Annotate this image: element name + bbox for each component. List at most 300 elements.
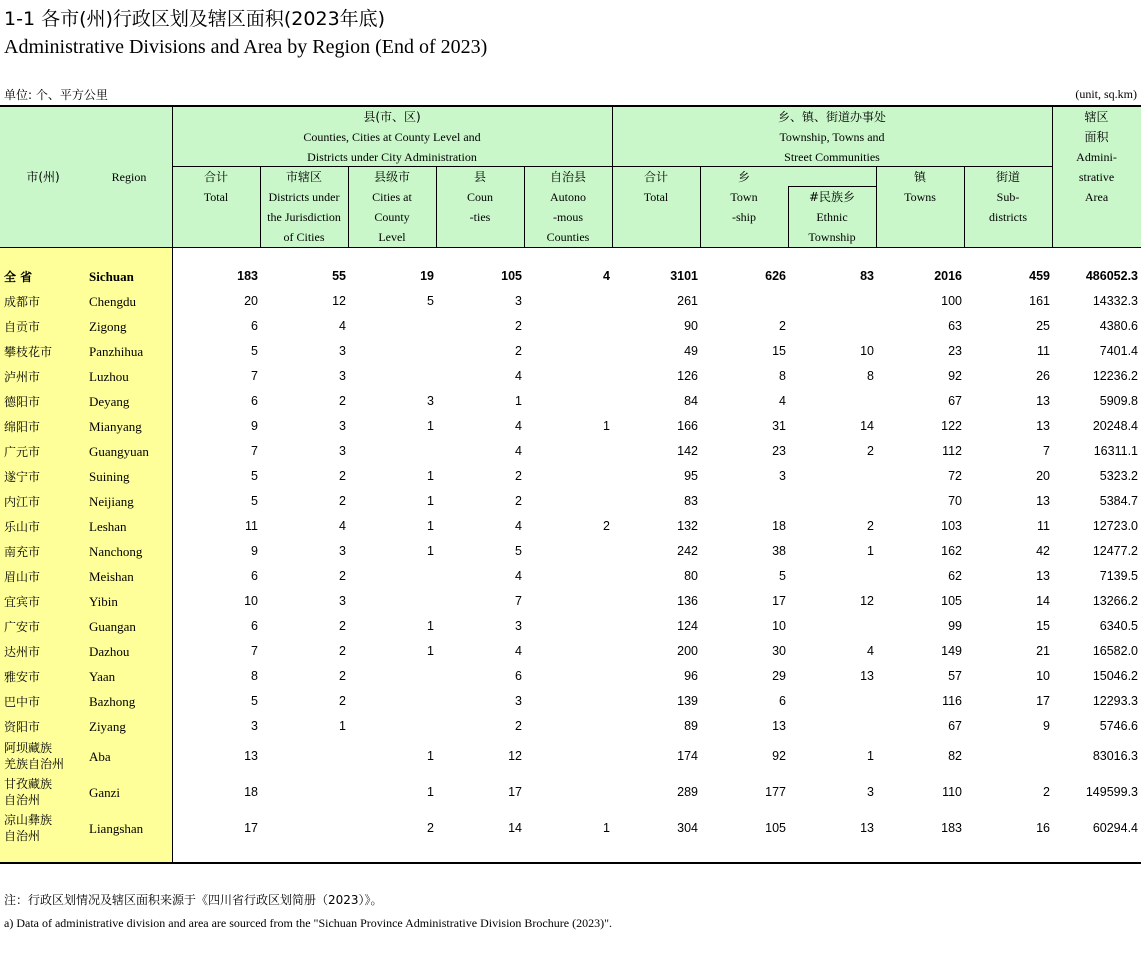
table-cell: 38 xyxy=(772,544,786,558)
table-cell: 70 xyxy=(948,494,962,508)
table-cell: 2 xyxy=(867,519,874,533)
table-cell: 2 xyxy=(515,469,522,483)
table-row xyxy=(0,568,1141,586)
table-cell: 31 xyxy=(772,419,786,433)
region-name-en: Mianyang xyxy=(89,419,142,434)
table-cell: 100 xyxy=(941,294,962,308)
table-cell: 2 xyxy=(515,719,522,733)
region-name-en: Yaan xyxy=(89,669,116,684)
header-c-auto-en2: -mous xyxy=(553,210,583,224)
table-cell: 2 xyxy=(339,619,346,633)
table-cell: 4 xyxy=(867,644,874,658)
table-cell: 183 xyxy=(941,821,962,835)
table-cell: 12293.3 xyxy=(1092,694,1138,708)
table-cell: 139 xyxy=(677,694,698,708)
unit-chinese: 单位: 个、平方公里 xyxy=(4,88,108,102)
table-cell: 142 xyxy=(677,444,698,458)
table-cell: 1 xyxy=(515,394,522,408)
table-cell: 7139.5 xyxy=(1099,569,1138,583)
table-cell: 1 xyxy=(427,749,434,763)
table-cell: 15 xyxy=(772,344,786,358)
table-cell: 5746.6 xyxy=(1099,719,1138,733)
table-cell: 5 xyxy=(779,569,786,583)
table-cell: 4 xyxy=(339,519,346,533)
table-cell: 304 xyxy=(677,821,698,835)
region-name-cn: 阿坝藏族 羌族自治州 xyxy=(4,741,65,771)
table-cell: 1 xyxy=(427,544,434,558)
table-cell: 11 xyxy=(1037,519,1050,533)
table-cell: 1 xyxy=(603,419,610,433)
table-cell: 63 xyxy=(948,319,962,333)
table-cell: 83016.3 xyxy=(1092,749,1138,763)
table-cell: 20248.4 xyxy=(1092,419,1138,433)
table-cell: 92 xyxy=(772,749,786,763)
header-area-cn1: 辖区 xyxy=(1084,110,1109,124)
table-cell: 13 xyxy=(1036,569,1050,583)
region-name-cn: 资阳市 xyxy=(4,720,41,734)
table-cell: 8 xyxy=(779,369,786,383)
title-chinese: 1-1 各市(州)行政区划及辖区面积(2023年底) xyxy=(4,8,386,30)
region-name-cn: 全 省 xyxy=(4,270,33,284)
header-c-city-cn: 县级市 xyxy=(373,170,410,184)
table-cell: 23 xyxy=(772,444,786,458)
header-t-total-cn: 合计 xyxy=(643,170,668,184)
table-cell: 8 xyxy=(251,669,258,683)
region-name-cn: 德阳市 xyxy=(4,395,41,409)
table-cell: 149 xyxy=(941,644,962,658)
table-cell: 3 xyxy=(339,444,346,458)
table-cell: 8 xyxy=(867,369,874,383)
table-cell: 1 xyxy=(603,821,610,835)
table-cell: 99 xyxy=(948,619,962,633)
table-cell: 14332.3 xyxy=(1092,294,1138,308)
table-cell: 2 xyxy=(339,569,346,583)
table-row xyxy=(0,468,1141,486)
table-cell: 12723.0 xyxy=(1092,519,1138,533)
table-cell: 67 xyxy=(948,394,962,408)
table-cell: 13266.2 xyxy=(1092,594,1138,608)
table-cell: 1 xyxy=(867,749,874,763)
table-cell: 12 xyxy=(508,749,522,763)
header-c-cty-en1: Coun xyxy=(466,190,493,204)
table-cell: 49 xyxy=(684,344,698,358)
region-name-en: Dazhou xyxy=(89,644,130,659)
table-cell: 7 xyxy=(251,644,258,658)
table-cell: 2 xyxy=(427,821,434,835)
table-cell: 3 xyxy=(515,294,522,308)
table-cell: 11 xyxy=(1037,344,1050,358)
region-name-cn: 凉山彝族 自治州 xyxy=(4,813,53,843)
table-cell: 9 xyxy=(1043,719,1050,733)
table-cell: 136 xyxy=(677,594,698,608)
region-name-en: Suining xyxy=(89,469,130,484)
table-cell: 9 xyxy=(251,544,258,558)
table-row xyxy=(0,776,1141,810)
header-t-towns-cn: 镇 xyxy=(913,170,926,184)
table-cell: 2 xyxy=(339,669,346,683)
region-name-en: Aba xyxy=(89,749,111,764)
table-cell: 3 xyxy=(339,544,346,558)
table-cell: 7 xyxy=(1043,444,1050,458)
table-cell: 14 xyxy=(508,821,522,835)
table-cell: 13 xyxy=(860,821,874,835)
table-cell: 26 xyxy=(1036,369,1050,383)
region-name-en: Guangyuan xyxy=(89,444,149,459)
table-cell: 4 xyxy=(515,369,522,383)
region-name-cn: 遂宁市 xyxy=(4,470,41,484)
table-cell: 7 xyxy=(251,369,258,383)
table-cell: 67 xyxy=(948,719,962,733)
table-cell: 3 xyxy=(339,594,346,608)
table-cell: 6 xyxy=(251,394,258,408)
table-cell: 149599.3 xyxy=(1085,785,1138,799)
table-row xyxy=(0,668,1141,686)
title-english: Administrative Divisions and Area by Region (End of 2023) xyxy=(4,36,488,58)
table-cell: 80 xyxy=(684,569,698,583)
table-cell: 17 xyxy=(244,821,258,835)
table-cell: 6 xyxy=(251,569,258,583)
table-row xyxy=(0,343,1141,361)
table-cell: 2 xyxy=(867,444,874,458)
region-name-cn: 巴中市 xyxy=(4,695,41,709)
table-cell: 2 xyxy=(779,319,786,333)
header-town-group-en2: Street Communities xyxy=(784,150,880,164)
table-cell: 17 xyxy=(1036,694,1050,708)
header-c-city-en2: County xyxy=(374,210,410,224)
table-cell: 3101 xyxy=(670,269,698,283)
table-cell: 20 xyxy=(1036,469,1050,483)
table-row xyxy=(0,718,1141,736)
region-name-cn: 雅安市 xyxy=(4,670,41,684)
table-row xyxy=(0,368,1141,386)
header-c-city-en3: Level xyxy=(378,230,406,244)
header-area-cn2: 面积 xyxy=(1084,130,1109,144)
table-cell: 14 xyxy=(860,419,874,433)
table-cell: 21 xyxy=(1036,644,1050,658)
table-cell: 1 xyxy=(427,494,434,508)
table-cell: 3 xyxy=(779,469,786,483)
region-name-cn: 眉山市 xyxy=(4,570,41,584)
table-cell: 4 xyxy=(515,644,522,658)
table-cell: 459 xyxy=(1029,269,1050,283)
header-county-group-en2: Districts under City Administration xyxy=(307,150,477,164)
table-cell: 4 xyxy=(515,444,522,458)
table-row xyxy=(0,593,1141,611)
region-name-en: Liangshan xyxy=(89,821,144,836)
table-cell: 13 xyxy=(244,749,258,763)
table-cell: 17 xyxy=(772,594,786,608)
region-name-en: Ziyang xyxy=(89,719,126,734)
table-cell: 4 xyxy=(603,269,610,283)
table-row xyxy=(0,418,1141,436)
header-t-ship-en1: Town xyxy=(730,190,758,204)
table-cell: 12 xyxy=(332,294,346,308)
header-t-ship-en2: -ship xyxy=(732,210,756,224)
table-cell: 92 xyxy=(948,369,962,383)
table-cell: 183 xyxy=(237,269,258,283)
table-cell: 15 xyxy=(1036,619,1050,633)
table-cell: 62 xyxy=(948,569,962,583)
table-cell: 82 xyxy=(948,749,962,763)
table-cell: 13 xyxy=(1036,494,1050,508)
region-name-en: Meishan xyxy=(89,569,134,584)
table-cell: 4 xyxy=(779,394,786,408)
table-cell: 57 xyxy=(948,669,962,683)
table-cell: 10 xyxy=(772,619,786,633)
table-cell: 7 xyxy=(251,444,258,458)
region-name-cn: 绵阳市 xyxy=(4,420,41,434)
table-cell: 105 xyxy=(941,594,962,608)
table-cell: 1 xyxy=(427,519,434,533)
header-t-eth-cn: #民族乡 xyxy=(808,190,856,204)
table-cell: 15046.2 xyxy=(1092,669,1138,683)
table-cell: 89 xyxy=(684,719,698,733)
table-cell: 3 xyxy=(867,785,874,799)
region-name-cn: 成都市 xyxy=(4,295,41,309)
table-cell: 1 xyxy=(867,544,874,558)
header-t-towns-en: Towns xyxy=(904,190,936,204)
table-row xyxy=(0,693,1141,711)
header-c-auto-en1: Autono xyxy=(550,190,586,204)
table-cell: 3 xyxy=(251,719,258,733)
table-cell: 261 xyxy=(677,294,698,308)
region-name-cn: 攀枝花市 xyxy=(4,345,53,359)
header-t-sub-en2: districts xyxy=(989,210,1027,224)
table-cell: 16 xyxy=(1036,821,1050,835)
table-row xyxy=(0,268,1141,286)
table-cell: 83 xyxy=(860,269,874,283)
table-cell: 3 xyxy=(339,344,346,358)
table-cell: 174 xyxy=(677,749,698,763)
table-cell: 2 xyxy=(515,494,522,508)
header-c-cty-en2: -ties xyxy=(469,210,491,224)
header-town-group-cn: 乡、镇、街道办事处 xyxy=(777,110,886,124)
table-row xyxy=(0,493,1141,511)
table-cell: 486052.3 xyxy=(1085,269,1138,283)
table-cell: 4380.6 xyxy=(1099,319,1138,333)
table-cell: 5384.7 xyxy=(1099,494,1138,508)
header-county-group-cn: 县(市、区) xyxy=(363,110,421,124)
region-name-cn: 达州市 xyxy=(4,645,41,659)
table-cell: 6 xyxy=(779,694,786,708)
table-cell: 13 xyxy=(1036,394,1050,408)
table-cell: 4 xyxy=(515,569,522,583)
unit-english: (unit, sq.km) xyxy=(1075,87,1137,101)
table-cell: 9 xyxy=(251,419,258,433)
header-c-auto-cn: 自治县 xyxy=(549,170,586,184)
region-name-en: Deyang xyxy=(89,394,130,409)
region-name-cn: 甘孜藏族 自治州 xyxy=(4,777,53,807)
table-cell: 5 xyxy=(251,694,258,708)
table-cell: 13 xyxy=(772,719,786,733)
table-cell: 132 xyxy=(677,519,698,533)
table-cell: 4 xyxy=(515,519,522,533)
table-cell: 72 xyxy=(948,469,962,483)
table-cell: 16311.1 xyxy=(1093,444,1138,458)
table-cell: 10 xyxy=(244,594,258,608)
header-county-group-en1: Counties, Cities at County Level and xyxy=(303,130,481,144)
table-cell: 4 xyxy=(515,419,522,433)
table-cell: 14 xyxy=(1036,594,1050,608)
table-cell: 13 xyxy=(1036,419,1050,433)
region-name-en: Bazhong xyxy=(89,694,136,709)
table-cell: 2 xyxy=(339,394,346,408)
table-cell: 161 xyxy=(1029,294,1050,308)
table-cell: 1 xyxy=(427,419,434,433)
region-name-cn: 内江市 xyxy=(4,495,41,509)
header-t-total-en: Total xyxy=(643,190,669,204)
region-name-cn: 宜宾市 xyxy=(4,595,41,609)
header-city-cn: 市(州) xyxy=(26,170,60,184)
table-cell: 126 xyxy=(677,369,698,383)
region-name-en: Luzhou xyxy=(89,369,129,384)
table-cell: 166 xyxy=(677,419,698,433)
table-cell: 124 xyxy=(677,619,698,633)
region-name-cn: 南充市 xyxy=(4,545,41,559)
table-cell: 12 xyxy=(860,594,874,608)
header-t-eth-en2: Township xyxy=(808,230,856,244)
table-row xyxy=(0,393,1141,411)
table-cell: 5909.8 xyxy=(1099,394,1138,408)
table-cell: 19 xyxy=(420,269,434,283)
header-c-cty-cn: 县 xyxy=(473,170,486,184)
table-cell: 90 xyxy=(684,319,698,333)
region-name-cn: 泸州市 xyxy=(4,370,41,384)
table-cell: 5 xyxy=(251,494,258,508)
table-cell: 2 xyxy=(339,644,346,658)
table-cell: 7401.4 xyxy=(1099,344,1138,358)
header-c-dist-en3: of Cities xyxy=(283,230,325,244)
table-cell: 242 xyxy=(677,544,698,558)
table-cell: 55 xyxy=(332,269,346,283)
note-chinese: 注：行政区划情况及辖区面积来源于《四川省行政区划简册（2023）》。 xyxy=(4,893,383,907)
header-t-eth-en1: Ethnic xyxy=(816,210,848,224)
table-cell: 200 xyxy=(677,644,698,658)
table-cell: 12477.2 xyxy=(1092,544,1138,558)
region-name-en: Zigong xyxy=(89,319,127,334)
table-cell: 18 xyxy=(772,519,786,533)
region-name-en: Sichuan xyxy=(89,269,134,284)
table-row xyxy=(0,293,1141,311)
table-row xyxy=(0,318,1141,336)
region-name-cn: 广安市 xyxy=(4,620,41,634)
table-cell: 3 xyxy=(339,419,346,433)
table-row xyxy=(0,543,1141,561)
table-cell: 1 xyxy=(427,469,434,483)
table-cell: 11 xyxy=(245,519,258,533)
region-name-en: Panzhihua xyxy=(89,344,144,359)
region-name-en: Leshan xyxy=(89,519,127,534)
table-cell: 2 xyxy=(515,319,522,333)
table-cell: 7 xyxy=(515,594,522,608)
header-c-dist-en2: the Jurisdiction xyxy=(267,210,341,224)
table-cell: 1 xyxy=(427,785,434,799)
table-cell: 5323.2 xyxy=(1099,469,1138,483)
table-cell: 83 xyxy=(684,494,698,508)
header-town-group-en1: Township, Towns and xyxy=(779,130,885,144)
table-cell: 2 xyxy=(339,494,346,508)
table-cell: 84 xyxy=(684,394,698,408)
table-cell: 3 xyxy=(427,394,434,408)
table-cell: 16582.0 xyxy=(1092,644,1138,658)
table-cell: 12236.2 xyxy=(1092,369,1138,383)
header-c-city-en1: Cities at xyxy=(372,190,412,204)
table-cell: 42 xyxy=(1036,544,1050,558)
region-name-en: Ganzi xyxy=(89,785,121,800)
table-cell: 105 xyxy=(501,269,522,283)
table-cell: 10 xyxy=(860,344,874,358)
table-cell: 25 xyxy=(1036,319,1050,333)
table-cell: 112 xyxy=(942,444,962,458)
table-cell: 10 xyxy=(1036,669,1050,683)
table-cell: 95 xyxy=(684,469,698,483)
region-name-en: Guangan xyxy=(89,619,136,634)
table-cell: 162 xyxy=(941,544,962,558)
table-cell: 5 xyxy=(427,294,434,308)
table-row xyxy=(0,518,1141,536)
region-name-en: Chengdu xyxy=(89,294,136,309)
table-cell: 6 xyxy=(515,669,522,683)
table-cell: 289 xyxy=(677,785,698,799)
table-cell: 3 xyxy=(515,619,522,633)
table-cell: 17 xyxy=(508,785,522,799)
table-cell: 2 xyxy=(1043,785,1050,799)
table-cell: 4 xyxy=(339,319,346,333)
table-cell: 110 xyxy=(942,785,962,799)
table-cell: 122 xyxy=(941,419,962,433)
table-cell: 3 xyxy=(515,694,522,708)
table-cell: 2 xyxy=(339,694,346,708)
table-cell: 13 xyxy=(860,669,874,683)
region-name-cn: 广元市 xyxy=(4,445,41,459)
header-c-total-en: Total xyxy=(203,190,229,204)
table-cell: 2 xyxy=(339,469,346,483)
table-cell: 3 xyxy=(339,369,346,383)
header-c-dist-en1: Districts under xyxy=(268,190,340,204)
table-cell: 5 xyxy=(251,469,258,483)
table-cell: 1 xyxy=(427,619,434,633)
region-name-en: Nanchong xyxy=(89,544,143,559)
table-cell: 20 xyxy=(244,294,258,308)
table-cell: 1 xyxy=(427,644,434,658)
table-cell: 105 xyxy=(765,821,786,835)
region-name-cn: 乐山市 xyxy=(4,520,41,534)
table-row xyxy=(0,443,1141,461)
table-cell: 2016 xyxy=(934,269,962,283)
note-english: a) Data of administrative division and area are sourced from the "Sichuan Province Administrative Division Brochure (2023)". xyxy=(4,916,612,930)
table-cell: 96 xyxy=(684,669,698,683)
header-c-dist-cn: 市辖区 xyxy=(285,170,322,184)
header-region: Region xyxy=(111,170,147,184)
table-cell: 5 xyxy=(515,544,522,558)
region-name-en: Neijiang xyxy=(89,494,134,509)
table-cell: 2 xyxy=(515,344,522,358)
table-cell: 6340.5 xyxy=(1099,619,1138,633)
header-area-en3: Area xyxy=(1084,190,1109,204)
table-row xyxy=(0,812,1141,846)
table-cell: 6 xyxy=(251,619,258,633)
table-cell: 2 xyxy=(603,519,610,533)
table-cell: 23 xyxy=(948,344,962,358)
region-name-en: Yibin xyxy=(89,594,118,609)
table-row xyxy=(0,618,1141,636)
table-row xyxy=(0,740,1141,774)
table-row xyxy=(0,643,1141,661)
header-c-total-cn: 合计 xyxy=(203,170,228,184)
table-cell: 177 xyxy=(765,785,786,799)
table-cell: 626 xyxy=(765,269,786,283)
table-cell: 5 xyxy=(251,344,258,358)
